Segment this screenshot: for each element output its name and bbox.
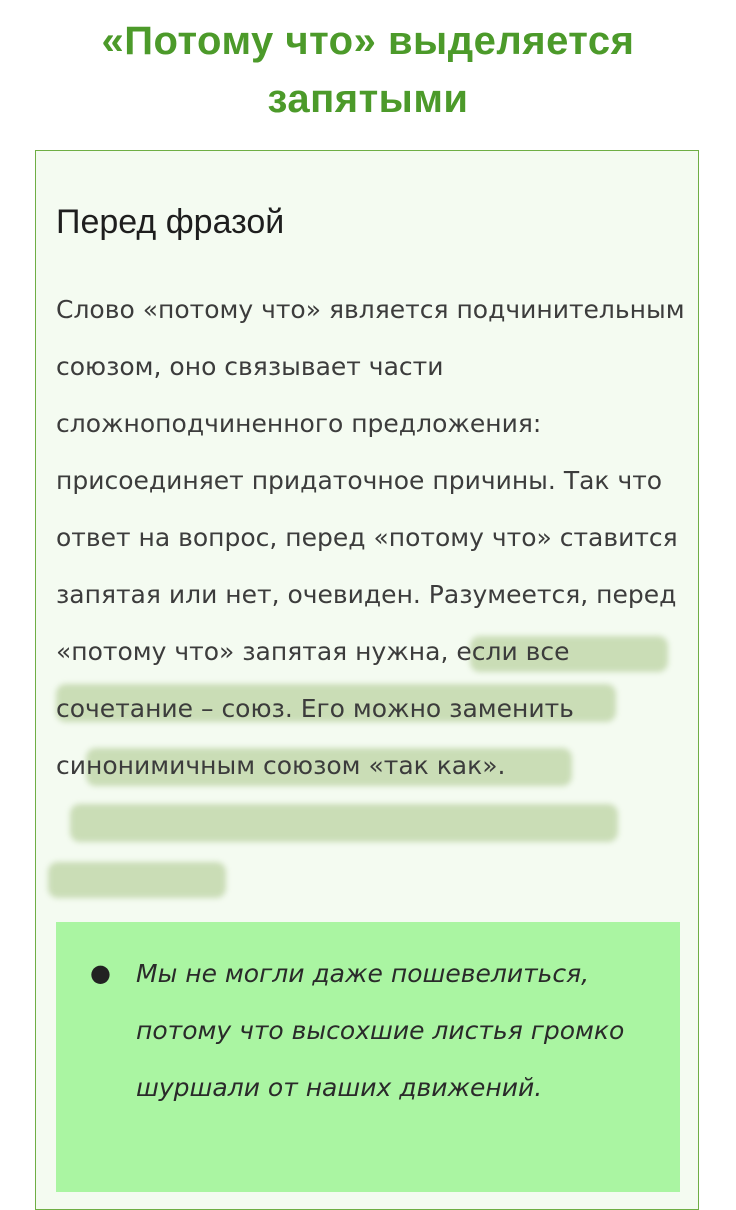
section-heading: Перед фразой (56, 203, 285, 241)
example-item (56, 945, 656, 1116)
page-title: «Потому что» выделяется запятыми (101, 19, 635, 121)
highlight-mark (70, 804, 618, 842)
example-list (56, 945, 656, 1116)
bullet-icon: ● (90, 959, 111, 987)
body-paragraph: Слово «потому что» является подчинительным союзом, оно связывает части сложноподчиненного предложения: присоединяет придаточное причины. Так что ответ на вопрос, перед «потому что» ставится запятая или нет, очевиден. Разумеется, перед «потому что» запятая нужна, если все сочетание – союз. Его можно заменить синонимичным союзом «так как». (56, 295, 685, 780)
example-text: Мы не могли даже пошевелиться, потому что высохшие листья громко шуршали от наших движений. (136, 959, 625, 1102)
highlight-mark (48, 862, 226, 898)
